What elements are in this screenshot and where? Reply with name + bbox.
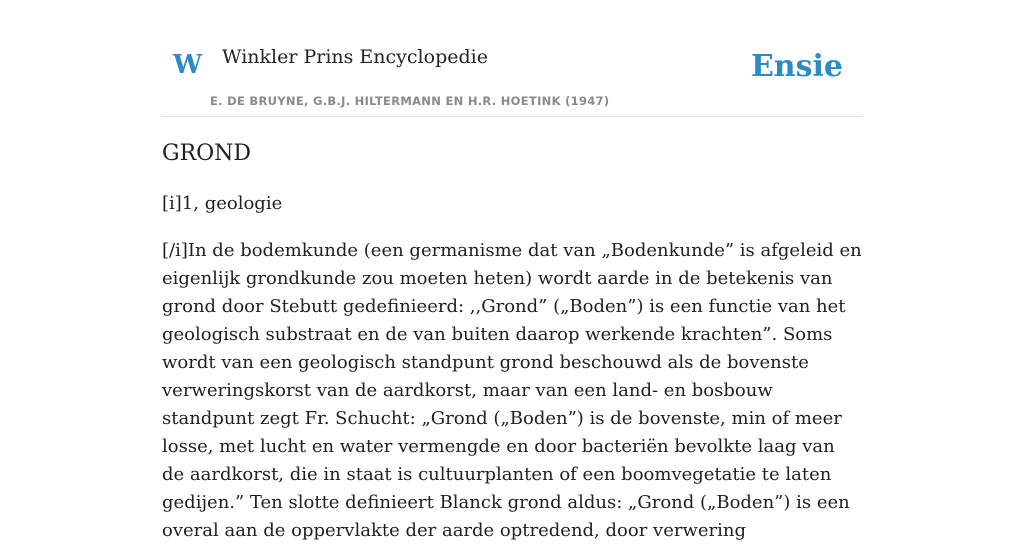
source-header	[162, 0, 862, 117]
article-subject: [i]1, geologie	[162, 193, 283, 214]
article-body: [/i]In de bodemkunde (een germanisme dat van „Bodenkunde” is afgeleid en eigenlijk grondkunde zou moeten heten) wordt aarde in de betekenis van grond door Stebutt gedefinieerd: ,,Grond” („Boden”) is een functie van het geologisch substraat en de van buiten daarop werkende krachten”. Soms wordt van een geologisch standpunt grond beschouwd als de bovenste verweringskorst van de aardkorst, maar van een land- en bosbouw standpunt zegt Fr. Schucht: „Grond („Boden”) is de bovenste, min of meer losse, met lucht en water vermengde en door bacteriën bevolkte laag van de aardkorst, die in staat is cultuurplanten of een boomvegetatie te laten gedijen.” Ten slotte definieert Blanck grond aldus: „Grond („Boden”) is een overal aan de oppervlakte der aarde optredend, door verwering	[162, 240, 862, 541]
source-authors: E. DE BRUYNE, G.B.J. HILTERMANN EN H.R. HOETINK (1947)	[210, 94, 610, 108]
source-title[interactable]: Winkler Prins Encyclopedie	[222, 46, 488, 68]
source-logo-icon[interactable]: W	[173, 50, 203, 80]
article-title: GROND	[162, 141, 252, 166]
ensie-logo-link[interactable]: Ensie	[750, 49, 843, 84]
article	[162, 138, 862, 545]
